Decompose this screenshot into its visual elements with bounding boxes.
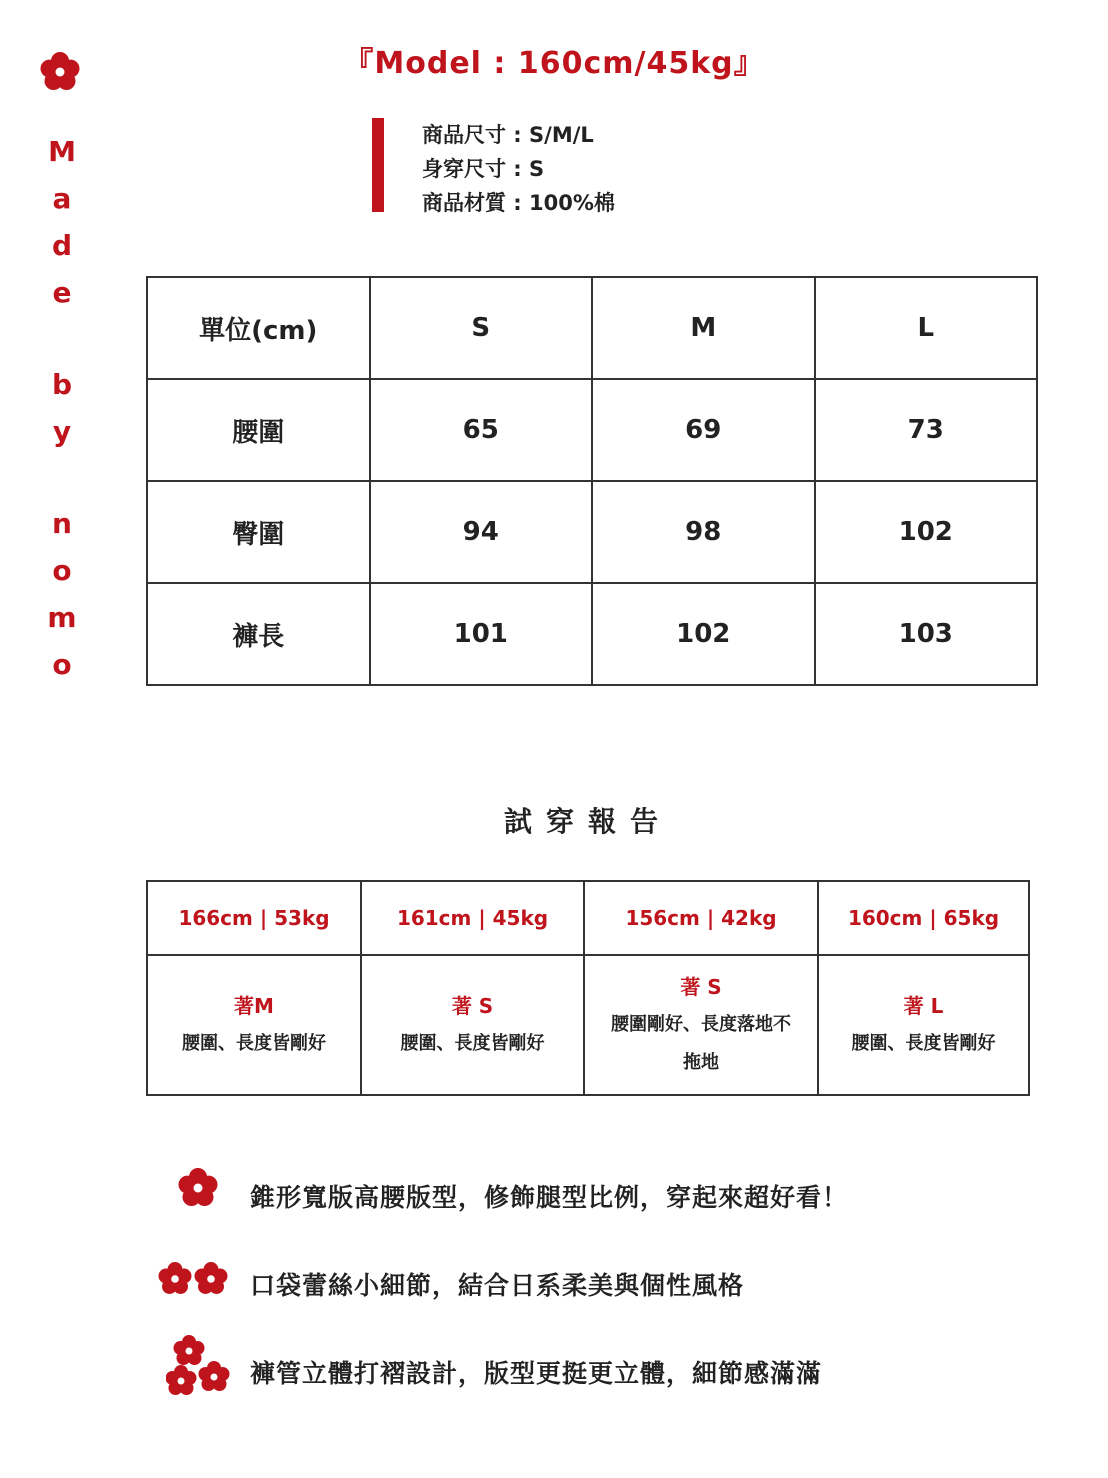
fit-comment: 腰圍、長度皆剛好 <box>182 1033 326 1054</box>
table-cell: 102 <box>592 583 815 685</box>
table-cell: 69 <box>592 379 815 481</box>
spec-size-range: 商品尺寸 : S/M/L <box>422 123 594 147</box>
brand-letter: o <box>52 648 72 681</box>
worn-size: 著M <box>234 994 274 1018</box>
brand-letter: M <box>48 135 76 168</box>
spec-worn-size: 身穿尺寸 : S <box>422 157 545 181</box>
table-row <box>147 379 1037 481</box>
header-cell: L <box>815 277 1038 379</box>
table-cell: 94 <box>370 481 593 583</box>
brand-letter-gap <box>40 455 84 500</box>
brand-vertical-text <box>40 128 84 688</box>
brand-letter: o <box>52 554 72 587</box>
reviewer-stats: 166cm | 53kg <box>147 881 361 955</box>
table-row <box>147 583 1037 685</box>
fit-report-table <box>146 880 1030 1096</box>
flower-icon <box>178 1168 218 1208</box>
fit-comment: 拖地 <box>683 1052 719 1073</box>
brand-letter: n <box>52 507 72 540</box>
header-cell: S <box>370 277 593 379</box>
row-label: 褲長 <box>147 583 370 685</box>
reviewer-stats: 156cm | 42kg <box>584 881 818 955</box>
brand-letter: d <box>51 229 73 262</box>
worn-size: 著 S <box>680 975 722 999</box>
report-body-row <box>147 955 1029 1095</box>
header-cell: M <box>592 277 815 379</box>
feature-item: 褲管立體打褶設計，版型更挺更立體，細節感滿滿 <box>250 1359 823 1388</box>
brand-letter: m <box>47 601 77 634</box>
worn-size: 著 S <box>451 994 494 1018</box>
brand-letter: y <box>52 415 72 448</box>
reviewer-cell <box>147 955 361 1095</box>
feature-item: 口袋蕾絲小細節，結合日系柔美與個性風格 <box>250 1271 745 1300</box>
table-cell: 103 <box>815 583 1038 685</box>
spec-material: 商品材質 : 100%棉 <box>422 191 615 215</box>
spec-accent-bar <box>372 118 384 212</box>
fit-comment: 腰圍、長度皆剛好 <box>851 1033 996 1054</box>
brand-letter-gap <box>40 316 84 361</box>
reviewer-cell <box>818 955 1029 1095</box>
worn-size: 著 L <box>903 994 944 1018</box>
two-flowers-icon <box>158 1262 230 1296</box>
spec-list <box>422 118 615 220</box>
fit-comment: 腰圍、長度皆剛好 <box>400 1033 545 1054</box>
feature-item: 錐形寬版高腰版型，修飾腿型比例，穿起來超好看！ <box>250 1183 849 1212</box>
model-title: 『Model : 160cm/45kg』 <box>343 46 765 81</box>
header-cell: 單位(cm) <box>147 277 370 379</box>
size-table <box>146 276 1038 686</box>
brand-letter: b <box>51 368 73 401</box>
row-label: 臀圍 <box>147 481 370 583</box>
row-label: 腰圍 <box>147 379 370 481</box>
three-flowers-icon <box>166 1334 232 1400</box>
table-cell: 65 <box>370 379 593 481</box>
table-cell: 98 <box>592 481 815 583</box>
report-title: 試穿報告 <box>503 805 672 838</box>
reviewer-cell <box>361 955 584 1095</box>
table-row <box>147 481 1037 583</box>
report-header-row <box>147 881 1029 955</box>
brand-letter: e <box>52 276 72 309</box>
brand-letter: a <box>52 182 72 215</box>
reviewer-stats: 160cm | 65kg <box>818 881 1029 955</box>
table-cell: 73 <box>815 379 1038 481</box>
reviewer-stats: 161cm | 45kg <box>361 881 584 955</box>
table-cell: 101 <box>370 583 593 685</box>
reviewer-cell <box>584 955 818 1095</box>
table-cell: 102 <box>815 481 1038 583</box>
fit-comment: 腰圍剛好、長度落地不 <box>611 1014 791 1035</box>
table-header-row <box>147 277 1037 379</box>
